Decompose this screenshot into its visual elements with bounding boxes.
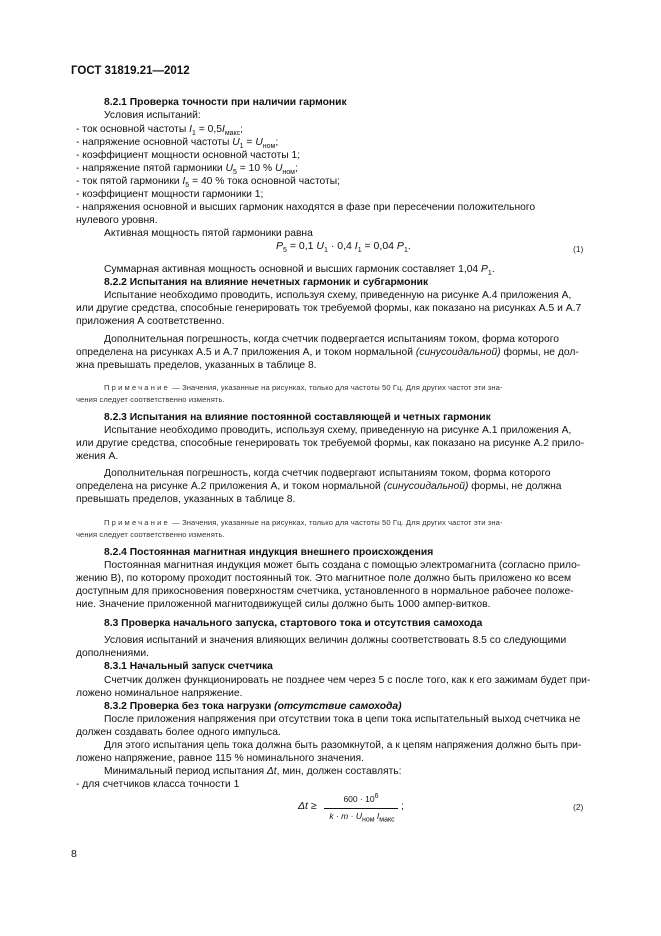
condition-line-4: - напряжение пятой гармоники $U_5 = 10$ % $U_{ном}$; [76,163,298,177]
s822-note-line-2: чения следует соответственно изменять. [76,395,225,404]
condition-line-7: - напряжения основной и высших гармоник находятся в фазе при пересечении положительного [76,202,536,213]
condition-line-6: - коэффициент мощности гармоники 1; [76,189,264,200]
s823-note-line-1: Примечание — Значения, указанные на рисунках, только для частоты 50 Гц. Для других частот эти зна- [104,518,503,527]
section-8-2-2-title: 8.2.2 Испытания на влияние нечетных гармоник и субгармоник [104,277,429,288]
section-8-2-3-title: 8.2.3 Испытания на влияние постоянной составляющей и четных гармоник [104,412,491,423]
s832-para-1-line-1: После приложения напряжения при отсутствии тока в цепи тока испытательный выход счетчика не [104,714,581,725]
s822-para-2-line-2: определена на рисунках А.5 и А.7 приложения А, и током нормальной (синусоидальной) формы, не дол- [76,347,579,358]
formula-2-lhs: Δt ≥ [298,800,317,812]
s832-para-1-line-2: должен создавать более одного импульса. [76,727,281,738]
s822-para-1-line-3: приложения А соответственно. [76,316,225,327]
total-power-text: Суммарная активная мощность основной и высших гармоник составляет 1,04 $P_1$. [104,264,495,278]
s822-para-1-line-1: Испытание необходимо проводить, используя схему, приведенную на рисунке А.4 приложения А, [104,290,572,301]
equation-number-1: (1) [573,244,584,254]
section-8-3-title: 8.3 Проверка начального запуска, стартового тока и отсутствия самохода [104,618,483,629]
s823-note-line-2: чения следует соответственно изменять. [76,530,225,539]
section-8-3-1-title: 8.3.1 Начальный запуск счетчика [104,661,273,672]
s824-line-4: ние. Значение приложенной магнитодвижущей силы должно быть 1000 ампер-витков. [76,599,491,610]
s822-para-2-line-3: жна превышать пределов, указанных в таблице 8. [76,360,317,371]
s823-para-1-line-2: или другие средства, способные генерировать ток требуемой формы, как показано на рисунке А.2 прило- [76,438,585,449]
equation-number-2: (2) [573,802,584,812]
condition-line-3: - коэффициент мощности основной частоты 1; [76,150,301,161]
section-8-2-4-title: 8.2.4 Постоянная магнитная индукция внешнего происхождения [104,547,434,558]
s823-para-2-line-1: Дополнительная погрешность, когда счетчик подвергают испытаниям током, форма которого [104,468,551,479]
condition-line-2: - напряжение основной частоты $U_1 = U_{ном}$; [76,137,279,151]
page-number: 8 [71,848,77,860]
s831-line-1: Счетчик должен функционировать не позднее чем через 5 с после того, как к его зажимам будет при- [104,675,591,686]
section-8-2-1-title: 8.2.1 Проверка точности при наличии гармоник [104,97,347,108]
formula-2-denominator: $k \cdot m \cdot U_{ном}$ $I_{макс}$ [329,811,395,824]
condition-line-7-cont: нулевого уровня. [76,215,158,226]
condition-line-5: - ток пятой гармоники $I_5 = 40$ % тока основной частоты; [76,176,341,190]
s83-line-1: Условия испытаний и значения влияющих величин должны соответствовать 8.5 со следующими [104,635,567,646]
s831-line-2: ложено номинальное напряжение. [76,688,243,699]
s823-para-2-line-3: превышать пределов, указанных в таблице 8. [76,494,296,505]
s822-note-line-1: Примечание — Значения, указанные на рисунках, только для частоты 50 Гц. Для других частот эти зна- [104,383,503,392]
s823-para-1-line-3: жения А. [76,451,119,462]
formula-2-semicolon: ; [401,800,404,812]
s832-para-2-line-2: ложено напряжение, равное 115 % номинального значения. [76,753,364,764]
s83-line-2: дополнениями. [76,648,149,659]
test-conditions-label: Условия испытаний: [104,110,201,121]
section-8-3-2-title: 8.3.2 Проверка без тока нагрузки (отсутствие самохода) [104,701,402,712]
s823-para-2-line-2: определена на рисунке А.2 приложения А, и током нормальной (синусоидальной) формы, не должна [76,481,562,492]
s822-para-2-line-1: Дополнительная погрешность, когда счетчик подвергается испытаниям током, форма которого [104,334,559,345]
formula-1: $P_5 = 0,1$ $U_1 \cdot 0,4$ $I_1 = 0,04$ $P_1$. [276,240,411,255]
document-header: ГОСТ 31819.21—2012 [71,65,190,77]
s824-line-2: жению В), по которому проходит постоянный ток. Это магнитное поле должно быть приложено ко всем [76,573,572,584]
active-power-text: Активная мощность пятой гармоники равна [104,228,313,239]
formula-2-fraction-line [324,808,398,809]
s832-para-2-line-1: Для этого испытания цепь тока должна быть разомкнутой, а к цепям напряжения должно быть при- [104,740,582,751]
s822-para-1-line-2: или другие средства, способные генерировать ток требуемой формы, как показано на рисунках А.5 и А.7 [76,303,582,314]
formula-2-numerator: $600 \cdot 10^6$ [343,793,379,804]
s824-line-1: Постоянная магнитная индукция может быть создана с помощью электромагнита (согласно прило- [104,560,581,571]
s832-min-period-text: Минимальный период испытания Δt, мин, должен составлять: [104,766,402,777]
condition-line-1: - ток основной частоты $I_1 = 0,5I_{макс}$; [76,124,244,138]
s823-para-1-line-1: Испытание необходимо проводить, используя схему, приведенную на рисунке А.1 приложения А, [104,425,572,436]
s824-line-3: доступным для прикосновения поверхностям счетчика, установленного в нормальное рабочее положе- [76,586,574,597]
s832-class-1-text: - для счетчиков класса точности 1 [76,779,240,790]
